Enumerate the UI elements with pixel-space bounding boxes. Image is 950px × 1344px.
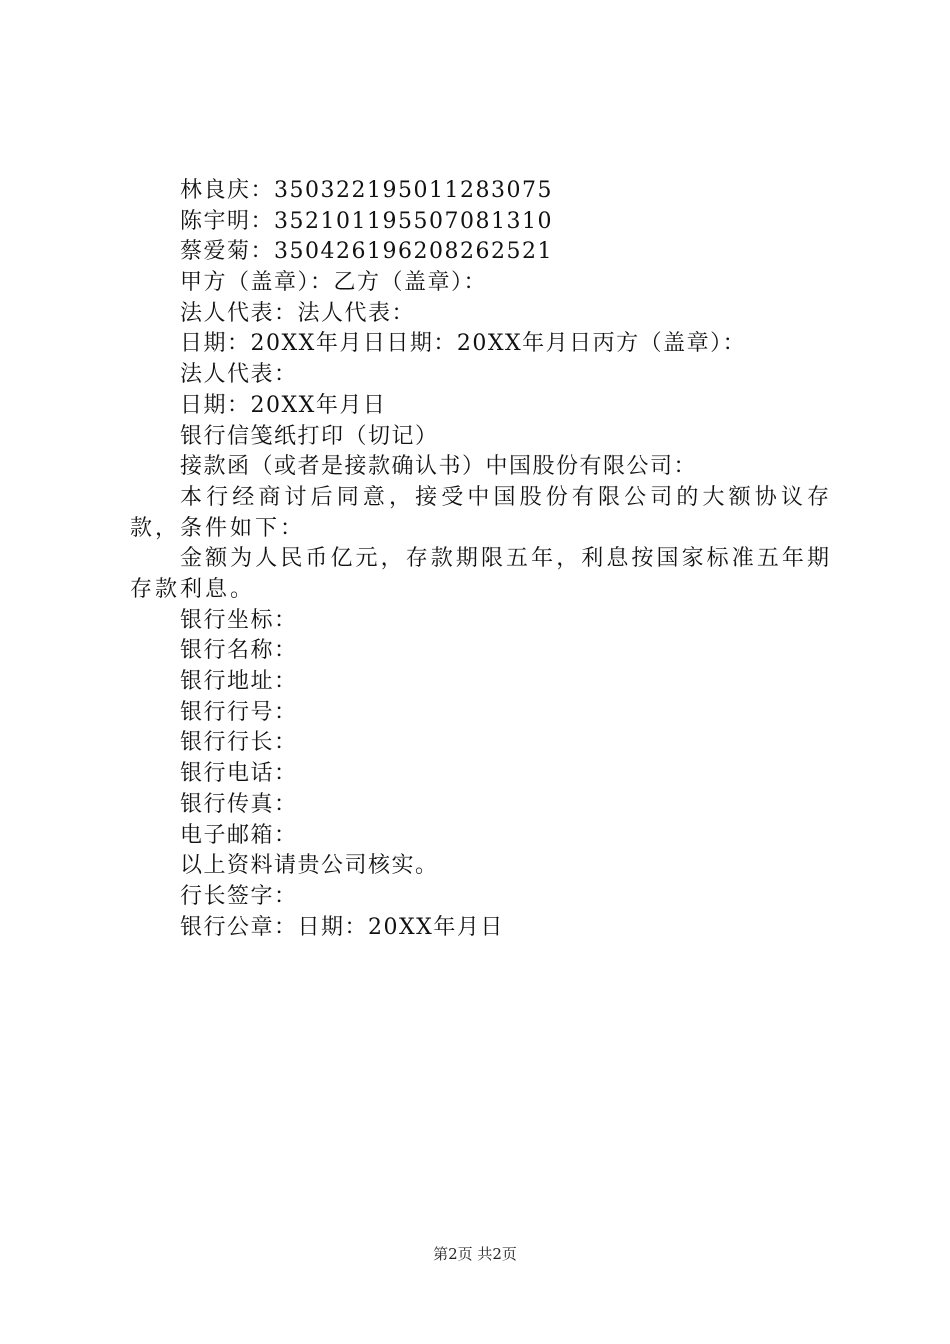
text-line: 甲方（盖章）：乙方（盖章）：	[180, 270, 488, 296]
text-line: 银行行长：	[180, 730, 298, 756]
text-line: 银行地址：	[180, 669, 298, 695]
text-line: 法人代表：法人代表：	[180, 300, 416, 326]
text-line: 银行坐标：	[180, 607, 298, 633]
text-line: 银行电话：	[180, 761, 298, 787]
text-line: 法人代表：	[180, 362, 298, 388]
text-line: 银行名称：	[180, 638, 298, 664]
text-line: 行长签字：	[180, 883, 298, 909]
text-line: 银行行号：	[180, 699, 298, 725]
text-line: 电子邮箱：	[180, 822, 298, 848]
text-line: 林良庆：350322195011283075	[180, 178, 553, 203]
text-line: 日期：20XX年月日	[180, 392, 387, 418]
document-body	[130, 176, 832, 943]
text-line: 陈宇明：352101195507081310	[180, 208, 553, 234]
text-line: 银行信笺纸打印（切记）	[180, 423, 439, 449]
page-footer: 第2页 共2页	[433, 1245, 517, 1263]
text-line: 银行公章：日期：20XX年月日	[180, 914, 504, 940]
text-line: 银行传真：	[180, 791, 298, 817]
paragraph: 金额为人民币亿元，存款期限五年，利息按国家标准五年期存款利息。	[130, 546, 832, 602]
paragraph: 本行经商讨后同意，接受中国股份有限公司的大额协议存款，条件如下：	[130, 484, 832, 541]
text-line: 日期：20XX年月日日期：20XX年月日丙方（盖章）：	[180, 331, 747, 357]
text-line: 以上资料请贵公司核实。	[180, 853, 439, 879]
text-line: 接款函（或者是接款确认书）中国股份有限公司：	[180, 454, 698, 480]
text-line: 蔡爱菊：350426196208262521	[180, 239, 553, 265]
